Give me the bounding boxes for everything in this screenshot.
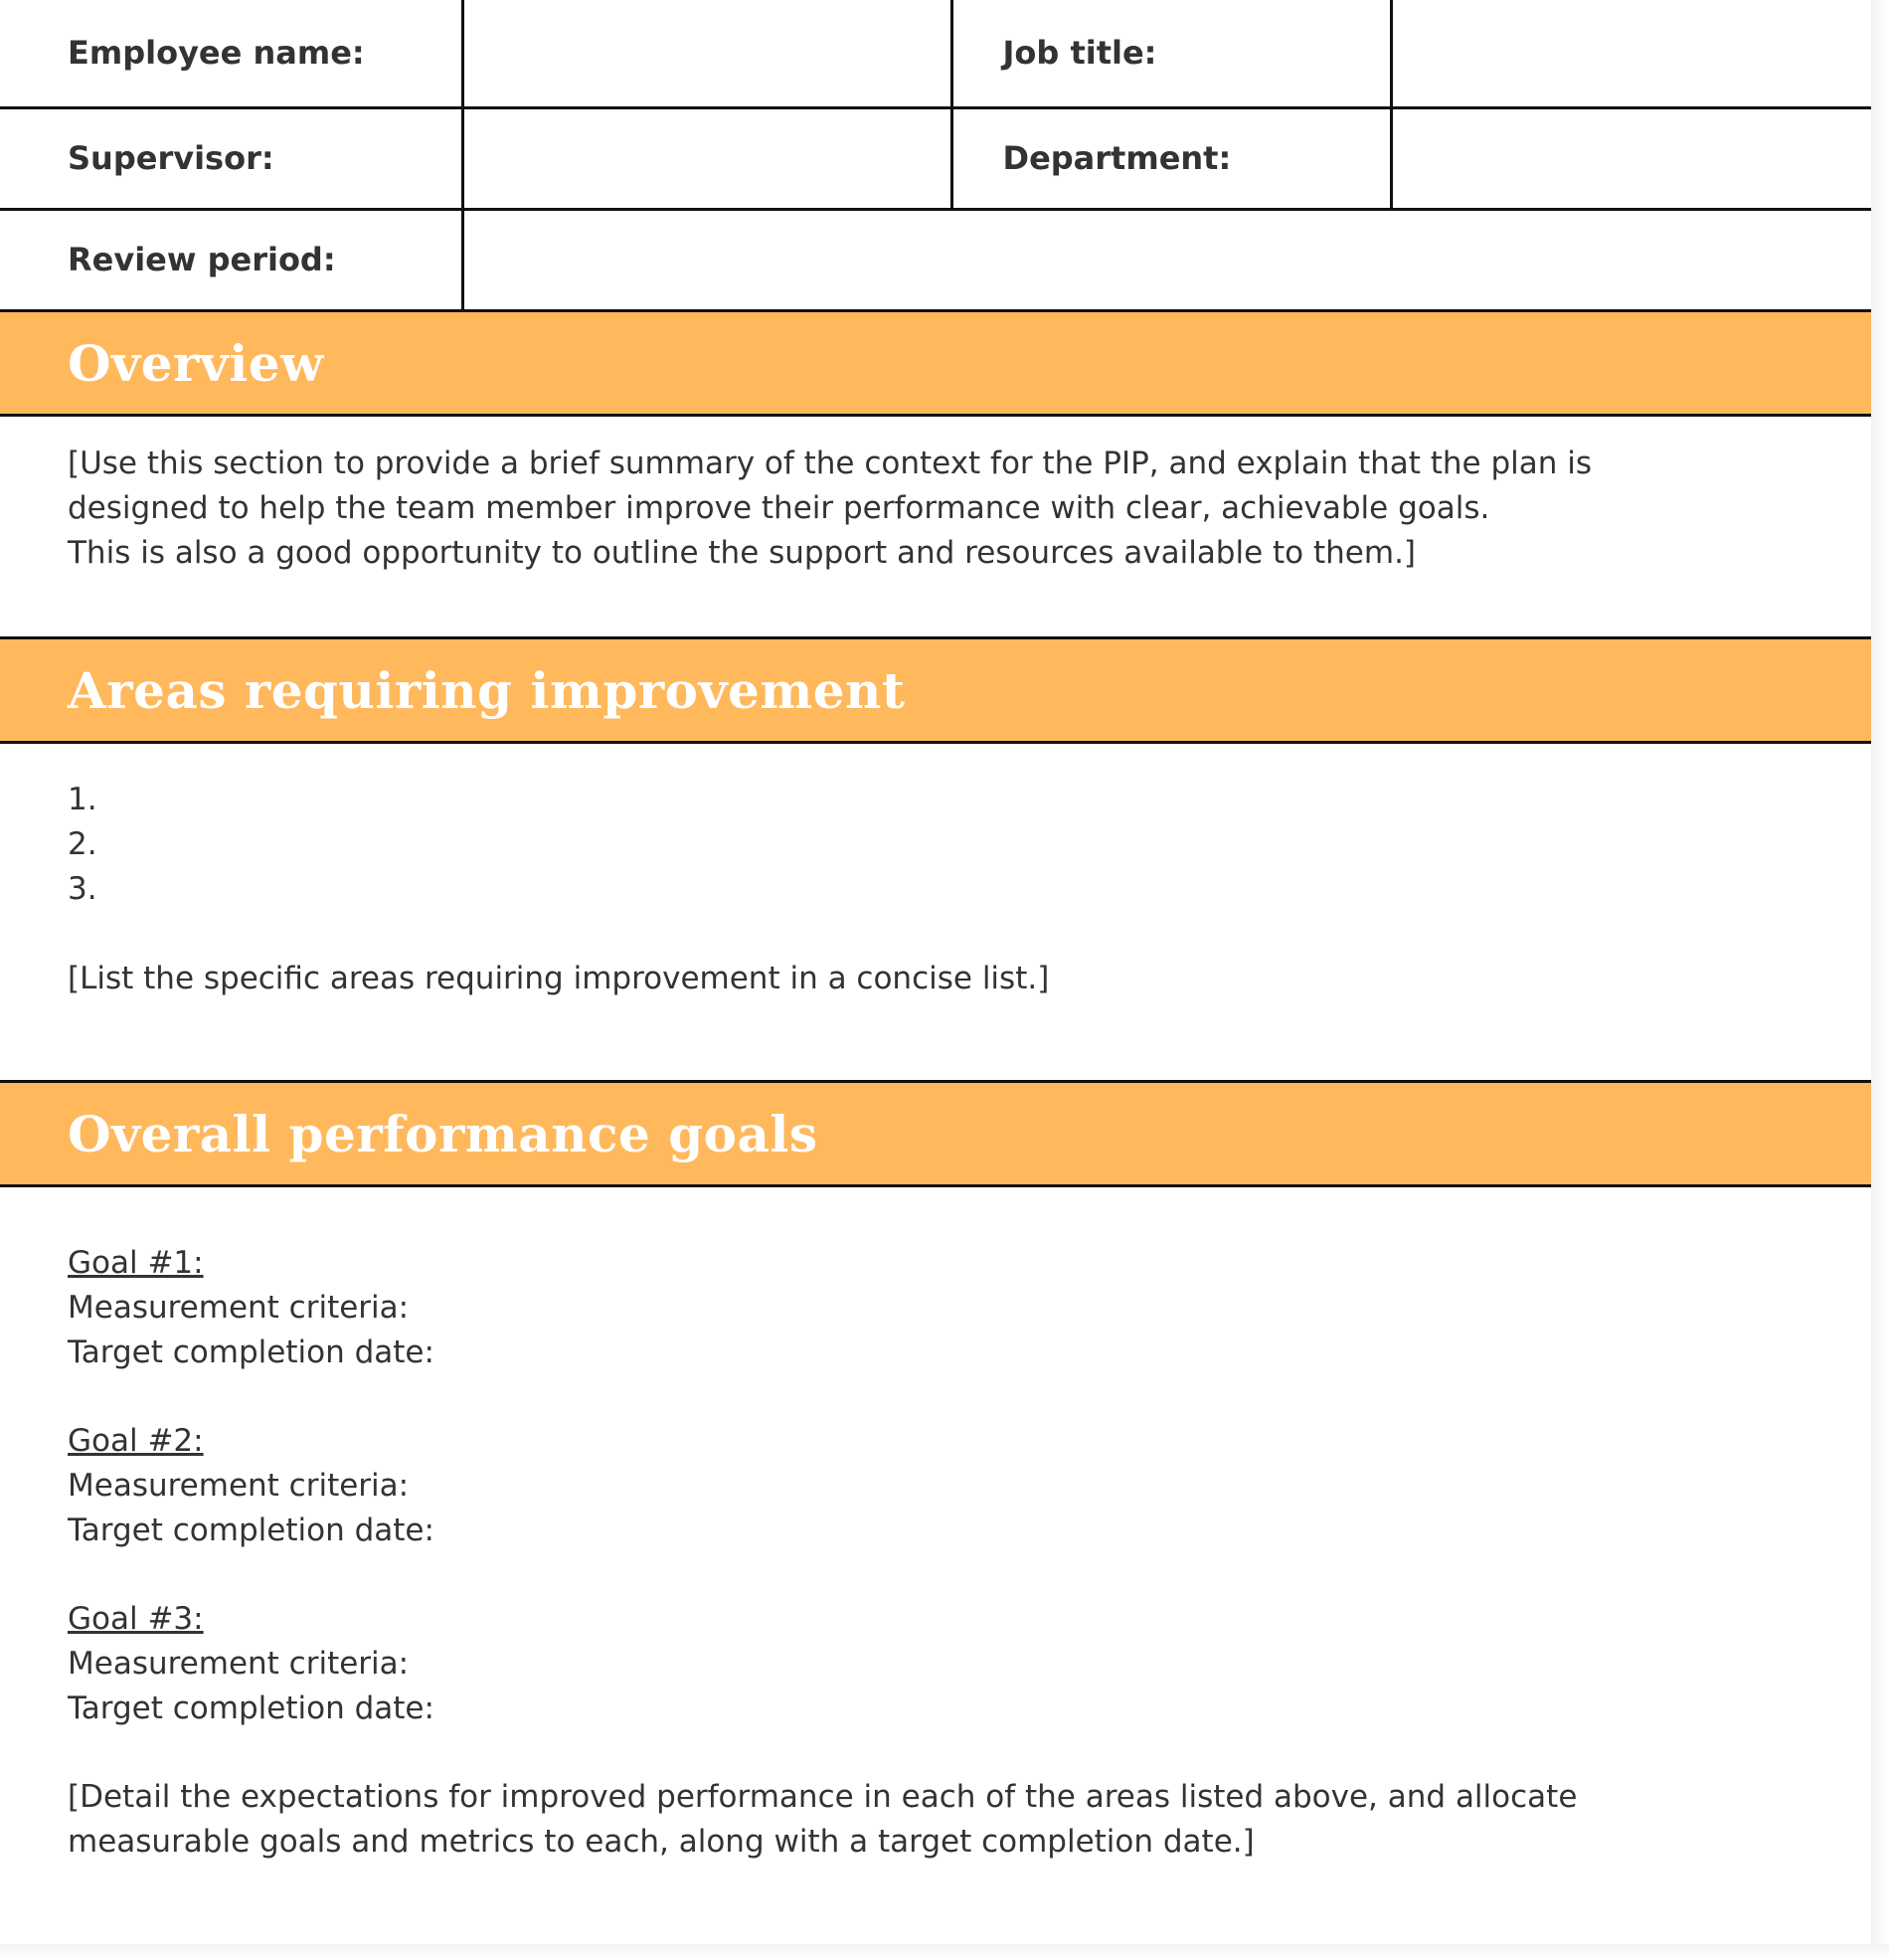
page-shadow-bottom <box>0 1944 1889 1960</box>
employee-info-table <box>0 0 1871 312</box>
supervisor-label: Supervisor: <box>0 107 462 209</box>
info-row-employee <box>0 0 1871 107</box>
goal-date: Target completion date: <box>68 1335 434 1370</box>
job-title-label: Job title: <box>951 0 1391 107</box>
overview-body <box>68 442 1837 576</box>
page-shadow-right <box>1871 0 1889 1960</box>
areas-list <box>68 778 1837 912</box>
goals-body <box>68 1241 1837 1865</box>
goal-criteria: Measurement criteria: <box>68 1468 410 1504</box>
goal-criteria: Measurement criteria: <box>68 1290 410 1326</box>
goals-note <box>68 1775 1837 1865</box>
employee-name-label: Employee name: <box>0 0 462 107</box>
overview-line: This is also a good opportunity to outline the support and resources available to them.] <box>68 535 1417 571</box>
overview-heading: Overview <box>68 333 324 393</box>
department-field[interactable] <box>1391 107 1871 209</box>
goal-title: Goal #2: <box>68 1423 204 1459</box>
list-item: 1. <box>68 782 97 817</box>
goal-block-1 <box>68 1241 1837 1375</box>
info-row-supervisor <box>0 107 1871 209</box>
goals-header <box>0 1080 1871 1187</box>
list-item: 3. <box>68 871 97 907</box>
goals-note-line: [Detail the expectations for improved performance in each of the areas listed above, and allocate <box>68 1779 1578 1815</box>
goal-date: Target completion date: <box>68 1513 434 1548</box>
areas-body <box>68 778 1837 1001</box>
job-title-field[interactable] <box>1391 0 1871 107</box>
goal-block-2 <box>68 1419 1837 1553</box>
list-item: 2. <box>68 826 97 862</box>
overview-header <box>0 309 1871 417</box>
areas-header <box>0 636 1871 744</box>
employee-name-field[interactable] <box>462 0 951 107</box>
goal-block-3 <box>68 1597 1837 1731</box>
goal-criteria: Measurement criteria: <box>68 1646 410 1682</box>
goal-title: Goal #3: <box>68 1601 204 1637</box>
supervisor-field[interactable] <box>462 107 951 209</box>
info-row-review-period <box>0 209 1871 310</box>
overview-line: [Use this section to provide a brief summary of the context for the PIP, and explain that the plan is <box>68 445 1593 481</box>
goals-heading: Overall performance goals <box>68 1104 818 1163</box>
review-period-label: Review period: <box>0 209 462 310</box>
review-period-field[interactable] <box>462 209 1871 310</box>
areas-heading: Areas requiring improvement <box>68 660 906 720</box>
goal-title: Goal #1: <box>68 1245 204 1281</box>
areas-note: [List the specific areas requiring improvement in a concise list.] <box>68 961 1050 996</box>
goals-note-line: measurable goals and metrics to each, along with a target completion date.] <box>68 1824 1255 1860</box>
department-label: Department: <box>951 107 1391 209</box>
goal-date: Target completion date: <box>68 1691 434 1726</box>
overview-line: designed to help the team member improve their performance with clear, achievable goals. <box>68 490 1490 526</box>
